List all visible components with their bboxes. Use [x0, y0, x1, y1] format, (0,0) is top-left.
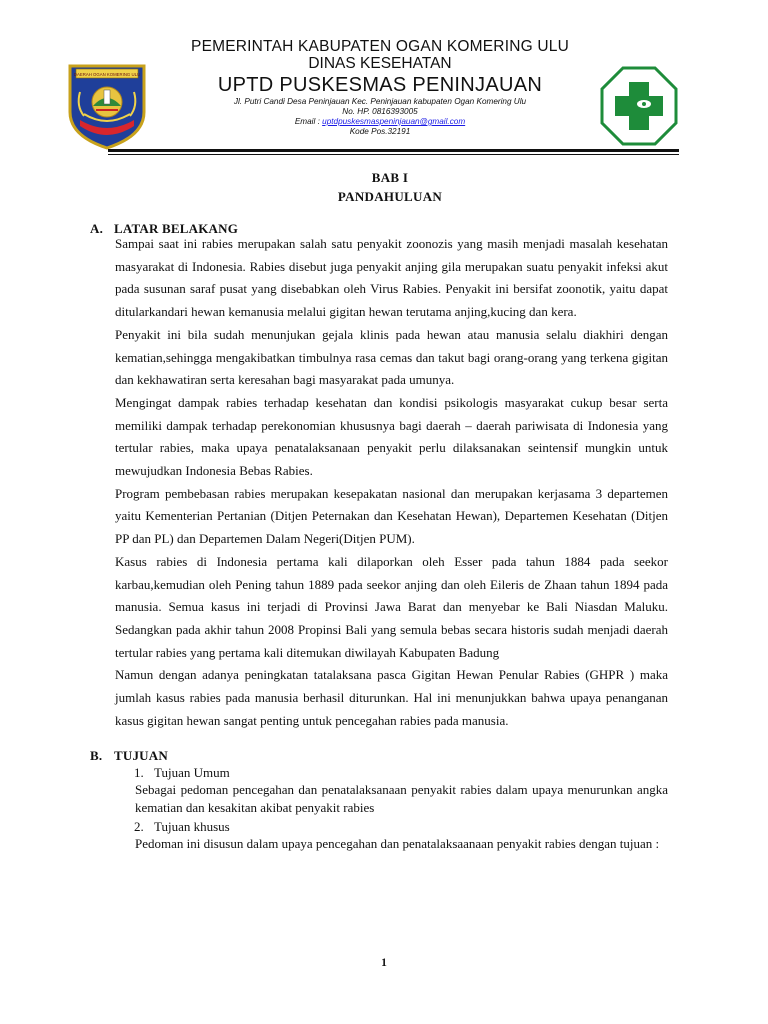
email-link[interactable]: uptdpuskesmaspeninjauan@gmail.com	[322, 117, 466, 126]
document-body	[90, 164, 690, 853]
regency-seal-icon	[66, 62, 148, 150]
postal-code: Kode Pos.32191	[349, 127, 411, 136]
list-item-description: Sebagai pedoman pencegahan dan penatalaksanaan penyakit rabies dalam upaya menurunkan angka kematian dan kesakitan akibat penyakit rabies	[135, 782, 668, 815]
list-item	[134, 764, 690, 781]
chapter-title: PANDAHULUAN	[337, 189, 443, 204]
puskesmas-cross-icon	[600, 66, 678, 146]
institution-name: UPTD PUSKESMAS PENINJAUAN	[217, 74, 543, 96]
phone: No. HP. 0816393005	[342, 107, 418, 116]
section-b-heading	[90, 748, 690, 764]
paragraph: Sampai saat ini rabies merupakan salah satu penyakit zoonozis yang masih menjadi masalah kesehatan masyarakat di Indonesia. Rabies disebut juga penyakit anjing gila merupakan suatu penyakit infeksi akut pada susunan saraf pusat yang disebabkan oleh Virus Rabies. Penyakit ini bersifat zoonotik, yaitu dapat ditularkandari hewan kemanusia melalui gigitan hewan terutama anjing,kucing dan kera.	[115, 236, 668, 320]
section-b-title: TUJUAN	[114, 748, 168, 764]
list-item-description: Pedoman ini disusun dalam upaya pencegahan dan penatalaksaanaan penyakit rabies dengan tujuan :	[135, 836, 660, 852]
chapter-number: BAB I	[371, 170, 409, 185]
letterhead-rule-thin	[108, 154, 679, 155]
paragraph: Mengingat dampak rabies terhadap kesehatan dan kondisi psikologis masyarakat cukup besar serta memiliki dampak terhadap perekonomian khususnya bagi daerah – daerah pariwisata di Indonesia yang tertular rabies, maka upaya penatalaksanaan penyakit perlu dilaksanakan seintensif mungkin untuk mewujudkan Indonesia Bebas Rabies.	[115, 394, 668, 479]
paragraph: Program pembebasan rabies merupakan kesepakatan nasional dan merupakan kerjasama 3 departemen yaitu Kementerian Pertanian (Ditjen Peternakan dan Kesehatan Hewan), Departemen Kesehatan (Ditjen PP dan PL) dan Departemen Dalam Negeri(Ditjen PUM).	[115, 485, 668, 547]
letterhead	[60, 36, 700, 156]
email-line	[150, 117, 610, 127]
office-name: DINAS KESEHATAN	[308, 55, 452, 72]
paragraph: Namun dengan adanya peningkatan tatalaksana pasca Gigitan Hewan Penular Rabies (GHPR ) maka jumlah kasus rabies pada manusia berhasil diturunkan. Hal ini menunjukkan bahwa upaya penanganan kasus gigitan hewan sangat penting untuk pencegahan rabies pada manusia.	[115, 667, 668, 728]
list-item	[134, 818, 690, 835]
seal-text: DAERAH OGAN KOMERING ULU	[73, 72, 141, 77]
email-label: Email :	[294, 117, 323, 126]
list-number: 2.	[134, 819, 144, 835]
paragraph: Penyakit ini bila sudah menunjukan gejala klinis pada hewan atau manusia selalu diakhiri dengan kematian,sehingga mengakibatkan timbulnya rasa cemas dan takut bagi orang-orang yang terkena gigitan dan kekhawatiran serta keresahan bagi masyarakat pada umunya.	[115, 326, 668, 388]
section-a-title: LATAR BELAKANG	[114, 221, 239, 236]
letterhead-rule-thick	[108, 149, 679, 152]
list-item-title: Tujuan Umum	[154, 765, 230, 781]
section-a-letter: A.	[90, 221, 104, 236]
paragraph: Kasus rabies di Indonesia pertama kali dilaporkan oleh Esser pada tahun 1884 pada seekor karbau,kemudian oleh Pening tahun 1889 pada seekor anjing dan oleh Eileris de Zhaan tahun 1894 pada manusia. Semua kasus ini terjadi di Provinsi Jawa Barat dan menyebar ke Bali Niasdan Maluku. Sedangkan pada akhir tahun 2008 Propinsi Bali yang semula bebas secara historis sudah menjadi daerah tertular rabies yang pertama kali ditemukan diwilayah Kabupaten Badung	[115, 553, 668, 660]
government-name: PEMERINTAH KABUPATEN OGAN KOMERING ULU	[191, 38, 569, 55]
list-item-title: Tujuan khusus	[154, 819, 230, 835]
page-number: 1	[381, 957, 387, 969]
section-b-letter: B.	[90, 748, 103, 764]
letterhead-text	[150, 36, 610, 137]
address: Jl. Putri Candi Desa Peninjauan Kec. Peninjauan kabupaten Ogan Komering Ulu	[233, 97, 527, 106]
list-number: 1.	[134, 765, 144, 781]
